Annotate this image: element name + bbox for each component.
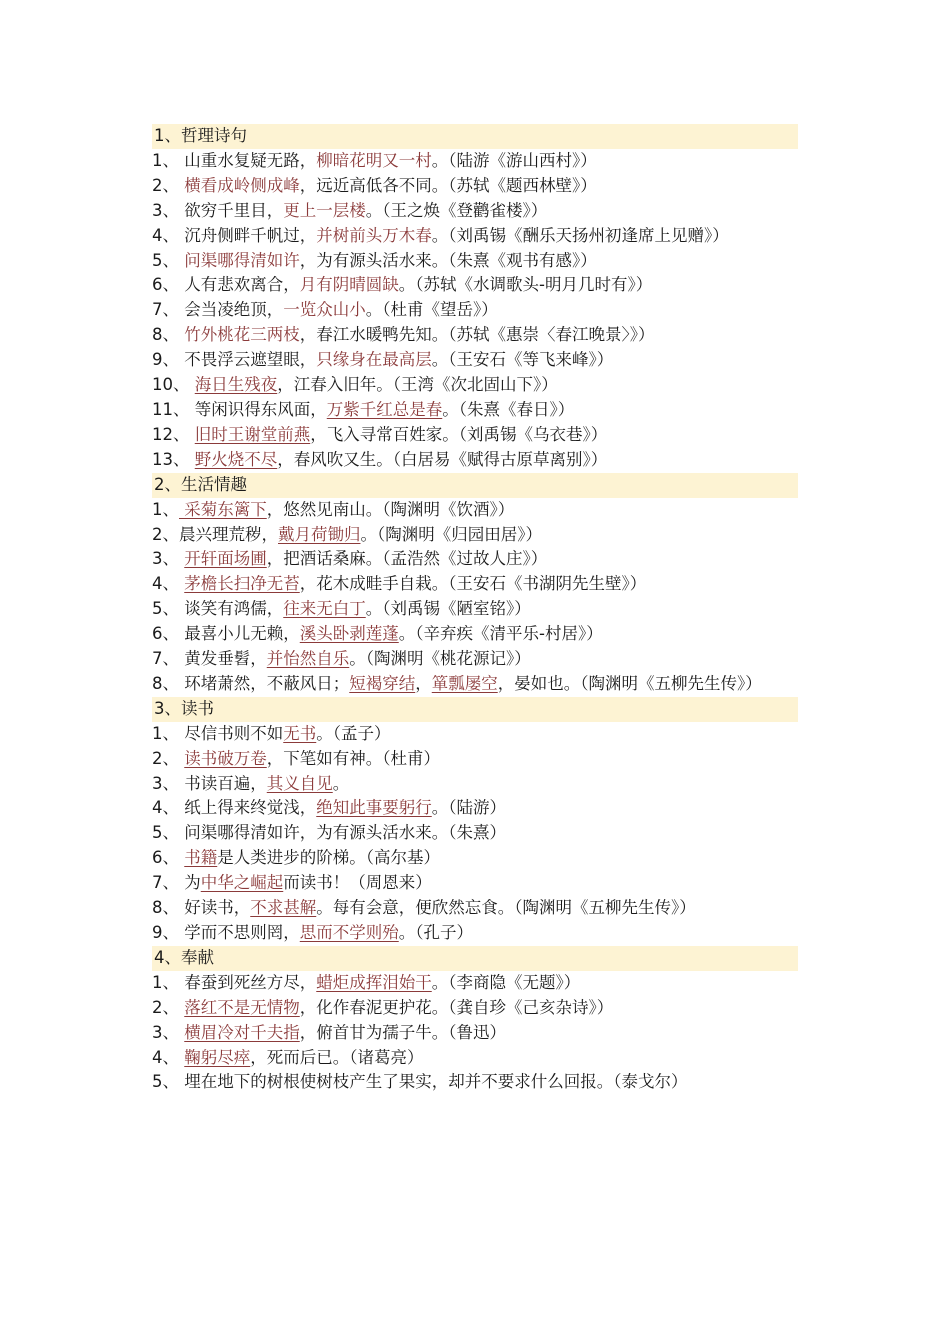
quote-line [152,348,798,373]
quote-line [152,174,798,199]
quote-line [152,572,798,597]
quote-line [152,224,798,249]
highlighted-phrase: 戴月荷锄归 [278,524,361,544]
highlighted-phrase: 茅檐长扫净无苔 [184,574,300,594]
line-text: 5、 谈笑有鸿儒， [152,599,284,619]
line-text: 10、 [152,375,195,395]
highlighted-phrase: 鞠躬尽瘁 [184,1047,251,1067]
quote-line [152,821,798,846]
highlighted-phrase: 往来无白丁 [283,599,366,619]
section-heading: 1、哲理诗句 [152,124,798,149]
line-text: ，死而后已。（诸葛亮） [250,1047,424,1067]
highlighted-phrase: 溪头卧剥莲蓬 [299,624,399,644]
line-text: ，把酒话桑麻。（孟浩然《过故人庄》） [266,549,548,569]
line-text: 。（陆游） [431,798,506,818]
line-text: 8、 好读书， [152,898,251,918]
highlighted-phrase: 并怡然自乐 [266,649,350,669]
quote-line [152,747,798,772]
highlighted-phrase: 并树前头万木春 [316,225,432,245]
highlighted-phrase: 竹外桃花三两枝 [184,325,300,345]
line-text: 2、 [152,748,185,768]
line-text: 。（王安石《等飞来峰》） [431,350,614,370]
quote-line [152,622,798,647]
line-text: 9、 不畏浮云遮望眼， [152,350,317,370]
quote-line [152,448,798,473]
line-text: 4、 [152,574,185,594]
line-text: ，江春入旧年。（王湾《次北固山下》） [277,375,558,395]
highlighted-phrase: 其义自见 [266,773,333,793]
quote-line [152,896,798,921]
line-text: 1、 春蚕到死丝方尽， [152,972,317,992]
line-text: 。（陶渊明《归园田居》） [360,524,542,544]
quote-line [152,1021,798,1046]
section-heading: 2、生活情趣 [152,473,798,498]
quote-line [152,249,798,274]
highlighted-phrase: 柳暗花明又一村 [316,150,432,170]
quote-line [152,597,798,622]
line-text: 。（孟子） [316,723,391,743]
line-text: ，飞入寻常百姓家。（刘禹锡《乌衣巷》） [310,424,608,444]
highlighted-phrase: 不求甚解 [250,898,317,918]
quote-line [152,149,798,174]
quote-line [152,921,798,946]
line-text: 4、 纸上得来终觉浅， [152,798,317,818]
quote-line [152,722,798,747]
section-heading: 4、奉献 [152,946,798,971]
line-text: 。（苏轼《水调歌头-明月几时有》） [398,275,653,295]
line-text: 。（朱熹《春日》） [442,399,575,419]
quote-line [152,523,798,548]
line-text: 3、 [152,549,185,569]
quote-line [152,199,798,224]
line-text: ， [415,673,432,693]
highlighted-phrase: 野火烧不尽 [194,449,278,469]
highlighted-phrase: 只缘身在最高层 [316,350,432,370]
line-text: 6、 人有悲欢离合， [152,275,300,295]
line-text: ，为有源头活水来。（朱熹《观书有感》） [299,250,597,270]
highlighted-phrase: 无书 [283,723,317,743]
quote-line [152,1046,798,1071]
quote-line [152,423,798,448]
highlighted-phrase: 落红不是无情物 [184,997,300,1017]
highlighted-phrase: 横眉冷对千夫指 [184,1022,300,1042]
line-text: 7、 会当凌绝顶， [152,300,284,320]
quote-line [152,323,798,348]
line-text: 。（陶渊明《桃花源记》） [349,649,531,669]
line-text: 7、 为 [152,873,201,893]
line-text: 。（杜甫《望岳》） [365,300,498,320]
quote-line [152,547,798,572]
highlighted-phrase: 箪瓢屡空 [431,673,498,693]
line-text: 1、 尽信书则不如 [152,723,284,743]
highlighted-phrase: 绝知此事要躬行 [316,798,432,818]
line-text: 7、 黄发垂髫， [152,649,267,669]
line-text: 。（刘禹锡《陋室铭》） [365,599,531,619]
line-text: 8、 [152,325,185,345]
line-text: ，晏如也。（陶渊明《五柳先生传》） [497,673,762,693]
highlighted-phrase: 思而不学则殆 [299,923,399,942]
quote-line [152,772,798,797]
quote-line [152,498,798,523]
line-text: 而读书！（周恩来） [283,873,432,893]
line-text: 6、 [152,848,185,868]
quote-line [152,672,798,697]
line-text: 1、 [152,499,179,519]
line-text: 。 [332,773,350,793]
highlighted-phrase: 开轩面场圃 [184,549,267,569]
line-text: 2、晨兴理荒秽， [152,524,278,544]
highlighted-phrase: 采菊东篱下 [179,499,267,519]
line-text: 。（王之焕《登鹳雀楼》） [365,200,548,220]
line-text: 。（辛弃疾《清平乐-村居》） [398,624,603,644]
highlighted-phrase: 月有阴晴圆缺 [299,275,399,295]
line-text: 2、 [152,997,185,1017]
quote-line [152,373,798,398]
line-text: ，远近高低各不同。（苏轼《题西林壁》） [299,175,597,195]
highlighted-phrase: 读书破万卷 [184,748,267,768]
quote-line [152,971,798,996]
line-text: 。（陆游《游山西村》） [431,150,597,170]
line-text: ，悠然见南山。（陶渊明《饮酒》） [266,499,515,519]
line-text: ，春江水暖鸭先知。（苏轼《惠崇〈春江晚景〉》） [299,325,655,345]
highlighted-phrase: 万紫千红总是春 [326,399,443,419]
line-text: 4、 [152,1047,185,1067]
line-text: 12、 [152,424,195,444]
highlighted-phrase: 横看成岭侧成峰 [184,175,300,195]
line-text: 3、 书读百遍， [152,773,267,793]
section-heading: 3、读书 [152,697,798,722]
quote-line [152,871,798,896]
highlighted-phrase: 更上一层楼 [283,200,366,220]
line-text: 5、 问渠哪得清如许，为有源头活水来。（朱熹） [152,823,506,843]
highlighted-phrase: 海日生残夜 [194,375,278,395]
quote-line [152,846,798,871]
line-text: 3、 [152,1022,185,1042]
quote-line [152,398,798,423]
quote-line [152,647,798,672]
quote-line [152,298,798,323]
line-text: 13、 [152,449,195,469]
highlighted-phrase: 一览众山小 [283,300,366,320]
highlighted-phrase: 问渠哪得清如许 [184,250,300,270]
line-text: 8、 环堵萧然，不蔽风日； [152,673,350,693]
highlighted-phrase: 中华之崛起 [200,873,284,893]
line-text: 4、 沉舟侧畔千帆过， [152,225,317,245]
highlighted-phrase: 短褐穿结 [349,673,416,693]
line-text: 9、 学而不思则罔， [152,923,300,942]
line-text: ，春风吹又生。（白居易《赋得古原草离别》） [277,449,608,469]
line-text: 1、 山重水复疑无路， [152,150,317,170]
line-text: ，花木成畦手自栽。（王安石《书湖阴先生壁》） [299,574,647,594]
highlighted-phrase: 书籍 [184,848,218,868]
document-body [152,124,798,1095]
line-text: 是人类进步的阶梯。（高尔基） [217,848,440,868]
line-text: 。（李商隐《无题》） [431,972,581,992]
line-text: 。每有会意，便欣然忘食。（陶渊明《五柳先生传》） [316,898,696,918]
line-text: 5、 埋在地下的树根使树枝产生了果实，却并不要求什么回报。（泰戈尔） [152,1072,688,1092]
quote-line [152,996,798,1021]
line-text: 6、 最喜小儿无赖， [152,624,300,644]
line-text: 。（刘禹锡《酬乐天扬州初逢席上见赠》） [431,225,729,245]
quote-line [152,1070,798,1095]
highlighted-phrase: 旧时王谢堂前燕 [194,424,311,444]
highlighted-phrase: 蜡炬成挥泪始干 [316,972,432,992]
line-text: ，化作春泥更护花。（龚自珍《己亥杂诗》） [299,997,614,1017]
line-text: 。（孔子） [398,923,473,942]
line-text: 5、 [152,250,185,270]
quote-line [152,273,798,298]
line-text: 2、 [152,175,185,195]
line-text: 3、 欲穷千里目， [152,200,284,220]
line-text: ，俯首甘为孺子牛。（鲁迅） [299,1022,506,1042]
quote-line [152,796,798,821]
line-text: 11、 等闲识得东风面， [152,399,327,419]
line-text: ，下笔如有神。（杜甫） [266,748,440,768]
